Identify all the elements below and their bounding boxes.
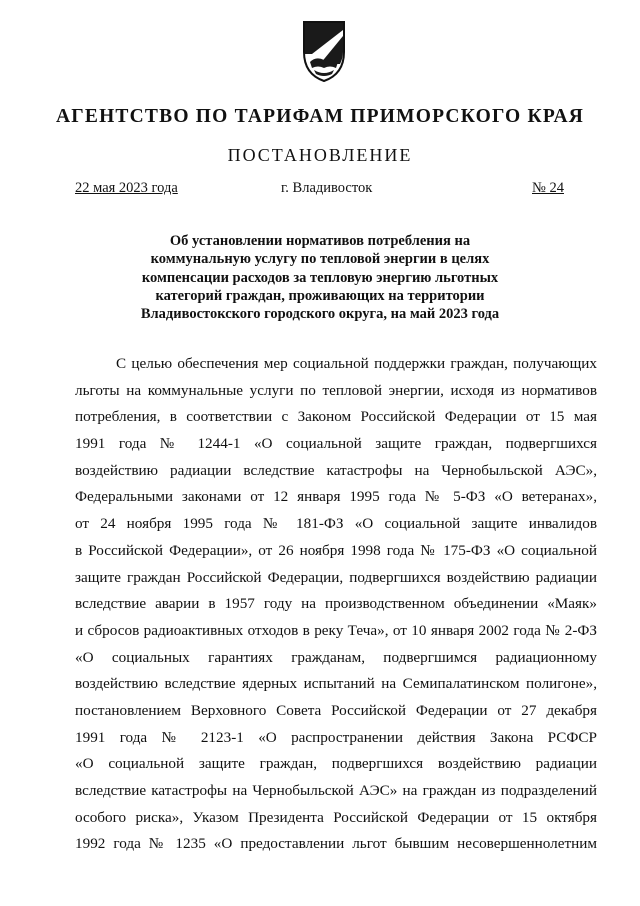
body-line: 1991 года № 1244-1 «О социальной защите граждан, подвергшихся bbox=[75, 435, 597, 453]
body-line: 1991 года № 2123-1 «О распространении действия Закона РСФСР bbox=[75, 728, 597, 746]
document-date: 22 мая 2023 года bbox=[75, 180, 178, 196]
body-line: Федеральными законами от 12 января 1995 года № 5-ФЗ «О ветеранах», bbox=[75, 488, 597, 506]
body-line: 1992 года № 1235 «О предоставлении льгот бывшим несовершеннолетним bbox=[75, 835, 597, 853]
body-line: воздействию радиации вследствие катастрофы на Чернобыльской АЭС», bbox=[75, 461, 597, 479]
body-line: С целью обеспечения мер социальной поддержки граждан, получающих bbox=[116, 355, 597, 372]
document-subject bbox=[120, 232, 520, 323]
body-line: и сбросов радиоактивных отходов в реку Теча», от 10 января 2002 года № 2-ФЗ bbox=[75, 621, 597, 639]
subject-line: категорий граждан, проживающих на территории bbox=[155, 287, 485, 304]
body-line: защите граждан Российской Федерации, подвергшихся воздействию радиации bbox=[75, 568, 597, 586]
document-city: г. Владивосток bbox=[281, 180, 373, 196]
body-line: «О социальных гарантиях гражданам, подвергшимся радиационному bbox=[75, 648, 597, 666]
body-line: в Российской Федерации», от 26 ноября 1998 года № 175-ФЗ «О социальной bbox=[75, 541, 597, 559]
body-line: «О социальной защите граждан, подвергшихся воздействию радиации bbox=[75, 755, 597, 773]
agency-title: АГЕНТСТВО ПО ТАРИФАМ ПРИМОРСКОГО КРАЯ bbox=[55, 106, 585, 127]
body-line: особого риска», Указом Президента Российской Федерации от 15 октября bbox=[75, 808, 597, 826]
subject-line: Об установлении нормативов потребления на bbox=[169, 233, 471, 249]
body-line: постановлением Верховного Совета Российской Федерации от 27 декабря bbox=[75, 701, 597, 719]
body-line: льготы на коммунальные услуги по тепловой энергии, исходя из нормативов bbox=[75, 381, 597, 399]
body-line: вследствие аварии в 1957 году на производственном объединении «Маяк» bbox=[75, 595, 597, 613]
body-line: от 24 ноября 1995 года № 181-ФЗ «О социальной защите инвалидов bbox=[75, 515, 597, 533]
document-body bbox=[75, 351, 597, 858]
coat-of-arms-icon bbox=[300, 18, 348, 84]
body-line: потребления, в соответствии с Законом Российской Федерации от 15 мая bbox=[75, 408, 597, 426]
body-line: воздействию вследствие ядерных испытаний на Семипалатинском полигоне», bbox=[75, 675, 597, 693]
subject-line: Владивостокского городского округа, на май 2023 года bbox=[140, 306, 500, 323]
subject-line: коммунальную услугу по тепловой энергии в целях bbox=[150, 251, 490, 268]
document-number: № 24 bbox=[532, 180, 564, 196]
document-type: ПОСТАНОВЛЕНИЕ bbox=[227, 145, 413, 165]
subject-line: компенсации расходов за тепловую энергию льготных bbox=[141, 269, 499, 286]
body-line: вследствие катастрофы на Чернобыльской АЭС» на граждан из подразделений bbox=[75, 782, 597, 799]
